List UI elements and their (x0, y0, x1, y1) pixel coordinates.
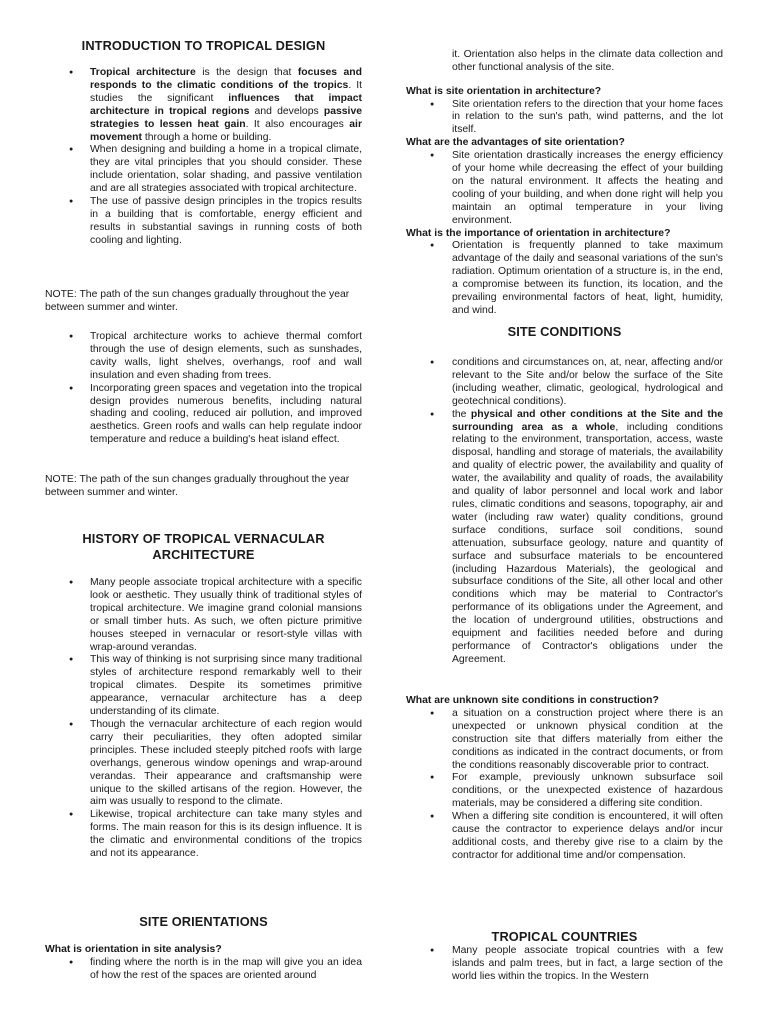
intro-note-1: NOTE: The path of the sun changes gradually throughout the year between summer and winter. (45, 289, 350, 313)
unknown-conditions-bullet-3: ● When a differing site condition is encountered, it will often cause the contractor to experience delays and/or incur additional costs, and thereby give rise to a claim by the contractor for additional time and/or compensation. (406, 811, 723, 863)
orientation-heading-block (45, 914, 362, 930)
unknown-conditions-block (406, 695, 723, 863)
tropical-countries-bullet-1: ● Many people associate tropical countries with a few islands and palm trees, but in fact, a large section of the world lies within the tropics. In the Western (406, 945, 723, 984)
unknown-conditions-bullet-1: ● a situation on a construction project where there is an unexpected or unknown physical condition at the construction site that differs materially from either the conditions as indicated in the contract documents, or from the conditions reasonably discoverable prior to contract. (406, 708, 723, 773)
site-conditions-heading-block (406, 324, 723, 340)
intro-note-1-block (45, 289, 362, 315)
emphasis-fragment: air movement (90, 118, 362, 143)
tropical-countries-heading-block (406, 929, 723, 945)
term-tropical-architecture: Tropical architecture (90, 67, 196, 78)
text-fragment: . It also encourages (245, 118, 350, 130)
orientation-answer-1-continued: it. Orientation also helps in the climate data collection and other functional analysis of the site. (452, 49, 723, 74)
intro-bullet-5: ● Incorporating green spaces and vegetation into the tropical design provides numerous benefits, including natural shading and cooling, reduced air pollution, and improved aesthetics. Green roofs and walls can help regulate indoor temperature and reduce a building's heat island effect. (45, 383, 362, 448)
history-heading-line-2: ARCHITECTURE (152, 547, 255, 562)
tropical-countries-heading: TROPICAL COUNTRIES (491, 929, 638, 944)
tropical-countries-list (406, 945, 723, 984)
text-fragment: the (452, 408, 471, 420)
history-heading-line-1: HISTORY OF TROPICAL VERNACULAR (82, 531, 325, 546)
orientation-answer-4: ● Orientation is frequently planned to take maximum advantage of the daily and seasonal variations of the sun's radiation. Optimum orientation of a structure is, in the end, a compromise between its function, its location, and the prevailing environmental factors of heat, light, humidity, and wind. (406, 240, 723, 317)
orientation-q1-block (45, 944, 362, 983)
orientation-answer-3: ● Site orientation drastically increases the energy efficiency of your home while decreasing the effect of your building on the natural environment. It affects the heating and cooling of your building, and when done right will help you maintain an optimal temperature in your living environment. (406, 150, 723, 227)
intro-list-1 (45, 67, 362, 248)
orientation-question-1: What is orientation in site analysis? (45, 944, 222, 955)
intro-heading: INTRODUCTION TO TROPICAL DESIGN (81, 38, 326, 53)
unknown-conditions-bullet-2: ● For example, previously unknown subsurface soil conditions, or the unexpected existence of hazardous materials, may be considered a differing site condition. (406, 772, 723, 811)
history-bullet-1: ● Many people associate tropical architecture with a specific look or aesthetic. They usually think of traditional styles of tropical architecture. We imagine grand colonial mansions or small timber huts. As such, we often picture primitive houses steeped in vernacular or resort-style villas with wrap-around verandas. (45, 577, 362, 654)
intro-section (45, 38, 362, 54)
history-bullet-2: ● This way of thinking is not surprising since many traditional styles of architecture respond remarkably well to their tropical climates. Despite its sometimes primitive appearance, vernacular architecture has a deep understanding of its climate. (45, 654, 362, 719)
emphasis-fragment: passive strategies to lessen heat gain (90, 105, 363, 130)
text-fragment: . It studies the significant (90, 79, 362, 104)
orientation-answer-1: ● finding where the north is in the map will give you an idea of how the rest of the spaces are oriented around (45, 957, 362, 983)
text-fragment: is the design that (195, 67, 298, 78)
intro-list-2 (45, 331, 362, 447)
orientation-question-3: What are the advantages of site orientation? (406, 137, 625, 149)
text-fragment: through a home or building. (141, 131, 272, 143)
history-bullet-3: ● Though the vernacular architecture of each region would carry their peculiarities, they often adopted similar principles. These included steeply pitched roofs with large overhangs, generous window openings and wrap-around verandas. Their appearance and craftsmanship were unique to the skilled artisans of the region. However, the aim was usually to respond to the climate. (45, 719, 362, 809)
emphasis-fragment: influences that impact architecture in tropical regions (90, 92, 363, 117)
intro-bullet-3: ● The use of passive design principles in the tropics results in a building that is comfortable, energy efficient and results in substantial savings in running costs of both cooling and lighting. (45, 196, 362, 248)
orientation-heading: SITE ORIENTATIONS (139, 914, 268, 929)
intro-bullet-4: ● Tropical architecture works to achieve thermal comfort through the use of design elements, such as sunshades, cavity walls, light shelves, overhangs, roof and wall insulation and even shading from trees. (45, 331, 362, 383)
intro-bullet-2: ● When designing and building a home in a tropical climate, they are vital principles that you should consider. These include orientation, solar shading, and passive ventilation and are all strategies associated with tropical architecture. (45, 144, 362, 196)
orientation-continued (406, 39, 723, 318)
unknown-conditions-question: What are unknown site conditions in construction? (406, 695, 659, 706)
site-conditions-bullet-2 (406, 409, 723, 667)
intro-note-2-block (45, 474, 362, 500)
orientation-question-4: What is the importance of orientation in architecture? (406, 227, 671, 239)
history-list (45, 577, 362, 861)
history-bullet-4: ● Likewise, tropical architecture can take many styles and forms. The main reason for this is its design influence. It is the climatic and environmental conditions of the tropics and not its appearance. (45, 809, 362, 861)
history-heading-block (45, 531, 362, 563)
site-conditions-heading: SITE CONDITIONS (507, 324, 622, 339)
site-conditions-list (406, 357, 723, 667)
intro-bullet-1 (45, 67, 362, 144)
text-fragment: , including conditions relating to the environment, transportation, access, waste disposal, handling and storage of materials, the availability and quality of electric power, the availability and quality of water, the availability and quality of roads, the availability and quality of labor personnel and local work and labor rules, climatic conditions and seasons, topography, air and water (including raw water) quality conditions, ground surface conditions, surface soil conditions, sound attenuation, subsurface geology, nature and quantity of surface and subsurface materials to be encountered (including Hazardous Materials), the geological and subsurface conditions of the Site, all other local and other conditions which may be material to Contractor's performance of its obligations under the Agreement, and the location of underground utilities, obstructions and equipment and facilities needed before and during performance of Contractor's obligations under the Agreement. (452, 421, 724, 665)
orientation-answer-2: ● Site orientation refers to the direction that your home faces in relation to the sun's path, wind patterns, and the lot itself. (406, 99, 723, 138)
site-conditions-bullet-1: ● conditions and circumstances on, at, near, affecting and/or relevant to the Site and/or below the surface of the Site (including weather, climatic, geological, hydrological and geotechnical conditions). (406, 357, 723, 409)
intro-note-2: NOTE: The path of the sun changes gradually throughout the year between summer and winter. (45, 474, 350, 498)
text-fragment: and develops (249, 105, 324, 117)
emphasis-fragment: physical and other conditions at the Site and the surrounding area as a whole (452, 408, 723, 433)
emphasis-fragment: focuses and responds to the climatic conditions of the tropics (90, 67, 362, 91)
orientation-question-2: What is site orientation in architecture? (406, 85, 602, 97)
